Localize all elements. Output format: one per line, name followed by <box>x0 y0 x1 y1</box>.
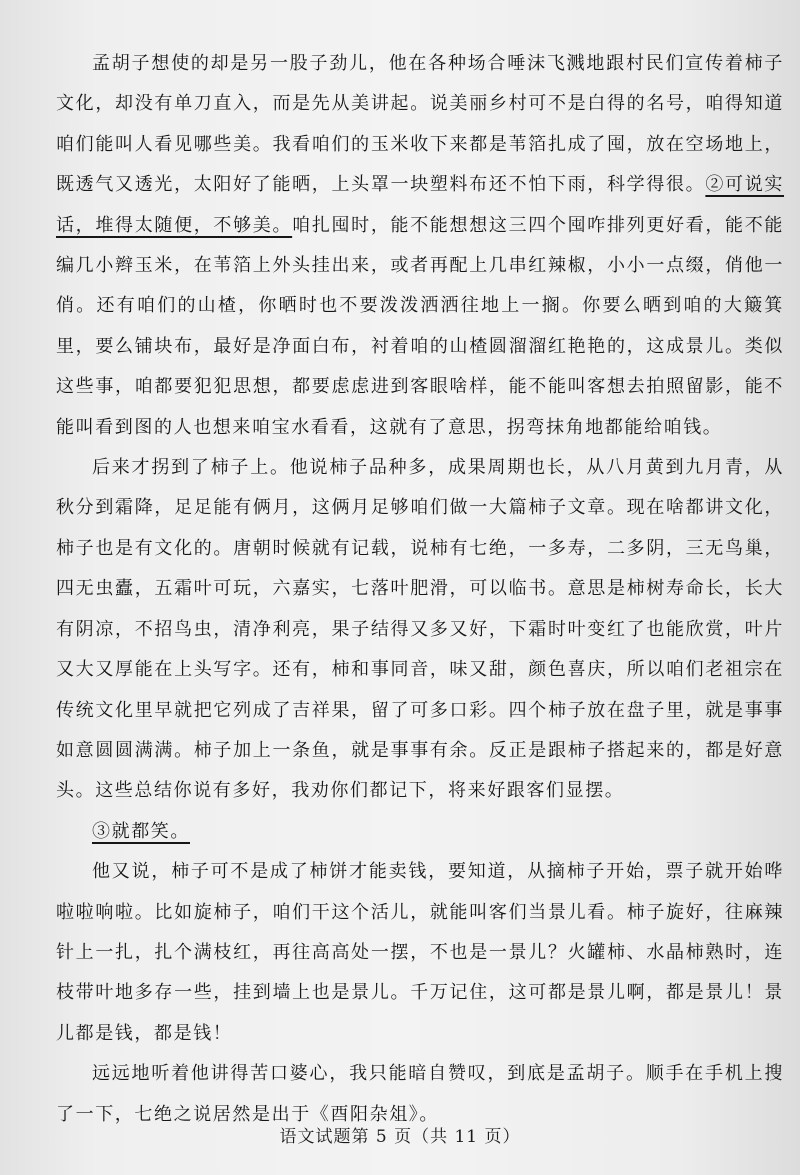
paragraph-5-text: 远远地听着他讲得苦口婆心，我只能暗自赞叹，到底是孟胡子。顺手在手机上搜了一下，七绝之说居然是出于《酉阳杂俎》。 <box>56 1063 784 1125</box>
page-footer: 语文试题第 5 页（共 11 页） <box>279 1127 521 1147</box>
paragraph-3 <box>56 812 784 852</box>
paragraph-2 <box>56 448 784 812</box>
paragraph-1-text-b: 咱扎囤时，能不能想想这三四个囤咋排列更好看，能不能编几小辫玉米，在苇箔上外头挂出来，或者再配上几串红辣椒，小小一点缀，俏他一俏。还有咱们的山楂，你晒时也不要泼泼洒洒往地上一搁。你要么晒到咱的大簸箕里，要么铺块布，最好是净面白布，衬着咱的山楂圆溜溜红艳艳的，这成景儿。类似这些事，咱都要犯犯思想，都要虑虑进到客眼啥样，能不能叫客想去拍照留影，能不能叫看到图的人也想来咱宝水看看，这就有了意思，拐弯抹角地都能给咱钱。 <box>56 214 785 438</box>
paragraph-1-text-a: 孟胡子想使的却是另一股子劲儿，他在各种场合唾沫飞溅地跟村民们宣传着柿子文化，却没有单刀直入，而是先从美讲起。说美丽乡村可不是白得的名号，咱得知道咱们能叫人看见哪些美。我看咱们的玉米收下来都是苇箔扎成了囤，放在空场地上，既透气又透光，太阳好了能晒，上头罩一块塑料布还不怕下雨，科学得很。 <box>56 53 784 196</box>
paragraph-4-text: 他又说，柿子可不是成了柿饼才能卖钱，要知道，从摘柿子开始，票子就开始哗啦啦响啦。比如旋柿子，咱们干这个活儿，就能叫客们当景儿看。柿子旋好，往麻辣针上一扎，扎个满枝红，再往高高处一摆，不也是一景儿？火罐柿、水晶柿熟时，连枝带叶地多存一些，挂到墙上也是景儿。千万记住，这可都是景儿啊，都是景儿！景儿都是钱，都是钱！ <box>56 861 784 1044</box>
paragraph-2-text: 后来才拐到了柿子上。他说柿子品种多，成果周期也长，从八月黄到九月青，从秋分到霜降，足足能有俩月，这俩月足够咱们做一大篇柿子文章。现在啥都讲文化，柿子也是有文化的。唐朝时候就有记载，说柿有七绝，一多寿，二多阴，三无鸟巢，四无虫蠹，五霜叶可玩，六嘉实，七落叶肥滑，可以临书。意思是柿树寿命长，长大有阴凉，不招鸟虫，清净利亮，果子结得又多又好，下霜时叶变红了也能欣赏，叶片又大又厚能在上头写字。还有，柿和事同音，味又甜，颜色喜庆，所以咱们老祖宗在传统文化里早就把它列成了吉祥果，留了可多口彩。四个柿子放在盘子里，就是事事如意圆圆满满。柿子加上一条鱼，就是事事有余。反正是跟柿子搭起来的，都是好意头。这些总结你说有多好，我劝你们都记下，将来好跟客们显摆。 <box>56 457 784 802</box>
underlined-sentence-3: ③就都笑。 <box>92 820 190 842</box>
underlined-sentence-2: ②可说实话，堆得太随便，不够美。 <box>56 174 785 236</box>
paragraph-4 <box>56 852 784 1054</box>
paragraph-1 <box>56 44 784 448</box>
document-body <box>56 44 784 1135</box>
